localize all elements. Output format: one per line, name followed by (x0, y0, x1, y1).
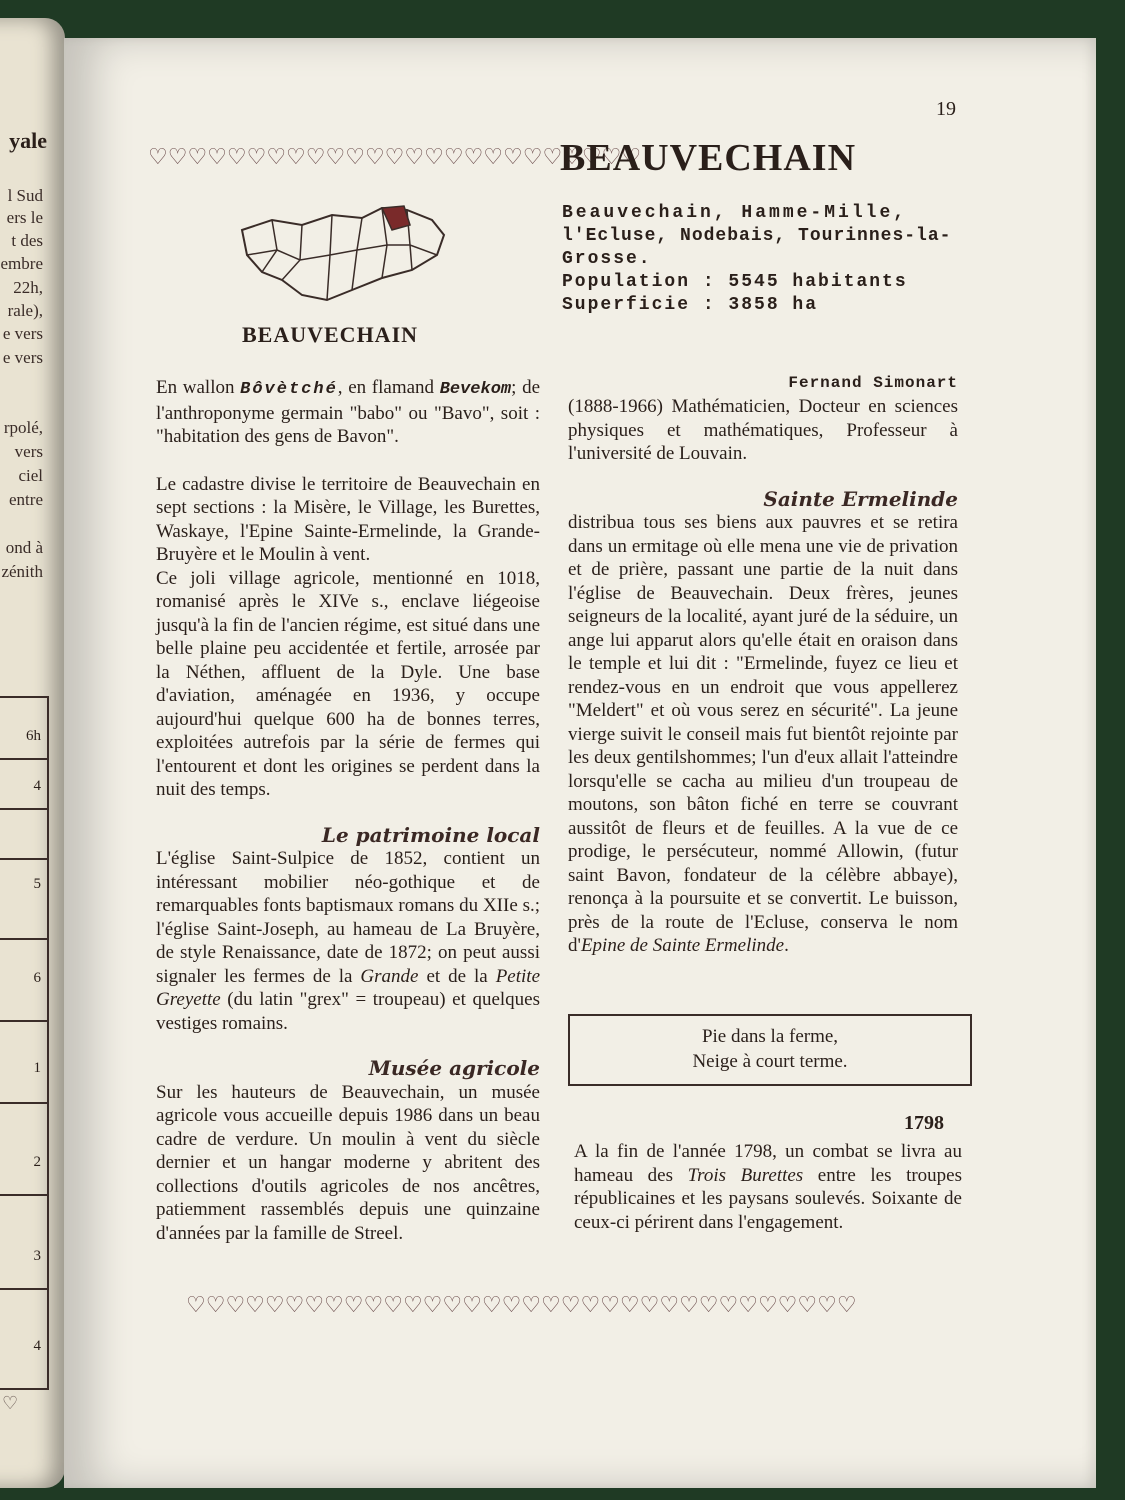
patrimoine-heading: Le patrimoine local (321, 822, 540, 847)
patrimoine-text: et de la (418, 965, 496, 987)
patrimoine-paragraph (156, 847, 540, 1035)
year-text: A la fin de l'année 1798, un combat se livra au hameau des (574, 1141, 962, 1186)
section-title: BEAUVECHAIN (242, 322, 419, 347)
proverb-line: Neige à court terme. (692, 1051, 848, 1072)
table-number: 5 (33, 876, 41, 892)
places-line: l'Ecluse, Nodebais, Tourinnes-la- (562, 226, 952, 246)
table-number: 1 (33, 1060, 41, 1076)
left-column (156, 376, 540, 1245)
left-page-fragment: t des (11, 231, 43, 250)
table-number: 2 (33, 1154, 41, 1170)
patrimoine-text: L'église Saint-Sulpice de 1852, contient un intéressant mobilier néo-gothique et de remarquables fonts baptismaux romans du XIIe s.; l'église Saint-Joseph, au hameau de La Bruyère, de style Renaissance, date de 1872; on peut aussi signaler les fermes de la (156, 848, 540, 987)
left-page-fragment: rale), (7, 301, 43, 320)
left-page-table (0, 696, 49, 1390)
population: Population : 5545 habitants (562, 272, 908, 292)
table-number: 6h (26, 728, 41, 744)
table-rule (0, 858, 47, 860)
places-list (562, 202, 954, 271)
proverb-line: Pie dans la ferme, (701, 1026, 839, 1047)
intro-text: , en flamand (337, 377, 440, 398)
left-page-fragment: e vers (2, 324, 43, 343)
left-page-fragment: l Sud (7, 186, 43, 205)
village-paragraph: Ce joli village agricole, mentionné en 1018, romanisé après le XIVe s., enclave liégeoise jusqu'à la fin de l'ancien régime, est situé dans une belle plaine peu accidentée et fertile, arrosée par la Néthen, affluent de la Dyle. Une base d'aviation, aménagée en 1936, y occupe aujourd'hui quelque 600 ha de bonnes terres, exploitées autrefois par la série de fermes qui l'entourent et dont les origines se perdent dans la nuit des temps. (156, 567, 540, 800)
heart-ornament-icon: ♡ (2, 1393, 19, 1413)
table-rule (0, 1102, 47, 1104)
table-number: 3 (33, 1248, 41, 1264)
patrimoine-text: (du latin "grex" = troupeau) et quelques vestiges romains. (156, 989, 540, 1034)
bottom-ornament-row (186, 1292, 857, 1318)
table-rule (0, 938, 47, 940)
musee-heading: Musée agricole (368, 1056, 540, 1080)
table-rule (0, 808, 47, 810)
places-line: Beauvechain, Hamme-Mille, (562, 203, 908, 223)
left-page-fragment: vers (14, 442, 43, 461)
flemish-name: Bevekom (439, 380, 512, 399)
ermelinde-text: distribua tous ses biens aux pauvres et se retira dans un ermitage où elle mena une vie de privation et de prière, passant une partie de la nuit dans l'église de Beauvechain. Deux frères, jeunes seigneurs de la localité, ayant juré de la séduire, un ange lui apparut alors qu'elle était en oraison dans le temple et lui dit : "Ermelinde, fuyez ce lieu et rendez-vous en un endroit que vous appellerez "Meldert" et où vous serez en sécurité". La jeune vierge suivit le conseil mais fut bientôt rejointe par les deux gentilshommes; l'un d'eux allait l'atteindre lorsqu'elle se cacha au milieu d'un troupeau de moutons, son bâton fiché en terre se couvrant aussitôt de fleurs et de feuilles. A la vue de ce prodige, le persécuteur, nommé Allowin, (futur saint Bavon, fondateur de la célèbre abbaye), renonça à la poursuite et se convertit. Le buisson, près de la route de l'Ecluse, conserva le nom d' (568, 512, 958, 956)
year-section (574, 1140, 962, 1234)
musee-paragraph: Sur les hauteurs de Beauvechain, un musée agricole vous accueille depuis 1986 dans un beau cadre de verdure. Un moulin à vent du siècle dernier et un hangar moderne y abritent des collections d'outils agricoles de nos ancêtres, patiemment rassemblés depuis une quinzaine d'années par la famille de Streel. (156, 1081, 540, 1244)
proverb-box (568, 1014, 972, 1086)
wallon-name: Bôvètché (240, 380, 338, 399)
intro-paragraph (156, 376, 540, 449)
left-page-title-fragment: yale (9, 128, 47, 153)
left-page-fragment: entre (9, 490, 43, 509)
patrimoine-italic: Petite Greyette (156, 965, 541, 1010)
left-page-fragment: ers le (6, 208, 43, 227)
patrimoine-italic: Grande (360, 965, 419, 987)
table-number: 4 (33, 778, 41, 794)
commune-info (562, 202, 954, 317)
left-page-fragment: zénith (1, 562, 43, 581)
places-line: Grosse. (562, 249, 652, 269)
intro-text: ; de l'anthroponyme germain "babo" ou "Bavo", soit : "habitation des gens de Bavon". (156, 377, 540, 447)
heart-chain-ornament-icon: ♡♡♡♡♡♡♡♡♡♡♡♡♡♡♡♡♡♡♡♡♡♡♡♡♡♡♡♡♡♡♡♡♡♡ (186, 1292, 857, 1317)
right-column (568, 372, 958, 958)
region-map-icon (232, 200, 452, 310)
ermelinde-paragraph (568, 511, 958, 958)
ermelinde-heading: Sainte Ermelinde (763, 486, 958, 511)
year-text: entre les troupes républicaines et les paysans soulevés. Soixante de ceux-ci périrent dans l'engagement. (574, 1164, 963, 1233)
heart-chain-ornament-icon: ♡♡♡♡♡♡♡♡♡♡♡♡♡♡♡♡♡♡♡♡♡♡♡♡♡ (148, 144, 642, 169)
table-number: 4 (33, 1338, 41, 1354)
year-italic: Trois Burettes (687, 1164, 804, 1186)
table-rule (0, 1194, 47, 1196)
left-page-fragment: ond à (5, 538, 43, 557)
left-page-fragment: 22h, (13, 278, 43, 297)
intro-text: En wallon (156, 377, 241, 398)
table-rule (0, 1020, 47, 1022)
year-paragraph (574, 1140, 962, 1234)
left-page-fragment: ciel (18, 466, 43, 485)
page-number: 19 (936, 98, 956, 120)
person-bio: (1888-1966) Mathématicien, Docteur en sciences physiques et mathématiques, Professeur à l'université de Louvain. (568, 396, 958, 464)
book-page (64, 38, 1096, 1488)
table-number: 6 (33, 970, 41, 986)
ermelinde-text: . (784, 935, 789, 956)
left-page-fragment: embre (0, 254, 43, 273)
table-rule (0, 758, 47, 760)
left-page-fragment: rpolé, (3, 418, 43, 437)
left-page-fragment: e vers (2, 348, 43, 367)
superficie: Superficie : 3858 ha (562, 295, 819, 315)
cadastre-paragraph: Le cadastre divise le territoire de Beauvechain en sept sections : la Misère, le Village, les Burettes, Waskaye, l'Epine Sainte-Ermelinde, la Grande-Bruyère et le Moulin à vent. (156, 473, 540, 565)
left-facing-page (0, 18, 65, 1488)
person-name: Fernand Simonart (788, 374, 958, 392)
ermelinde-italic: Epine de Sainte Ermelinde (580, 935, 785, 956)
year-heading: 1798 (904, 1112, 944, 1134)
table-rule (0, 1288, 47, 1290)
page-title: BEAUVECHAIN (560, 137, 857, 179)
